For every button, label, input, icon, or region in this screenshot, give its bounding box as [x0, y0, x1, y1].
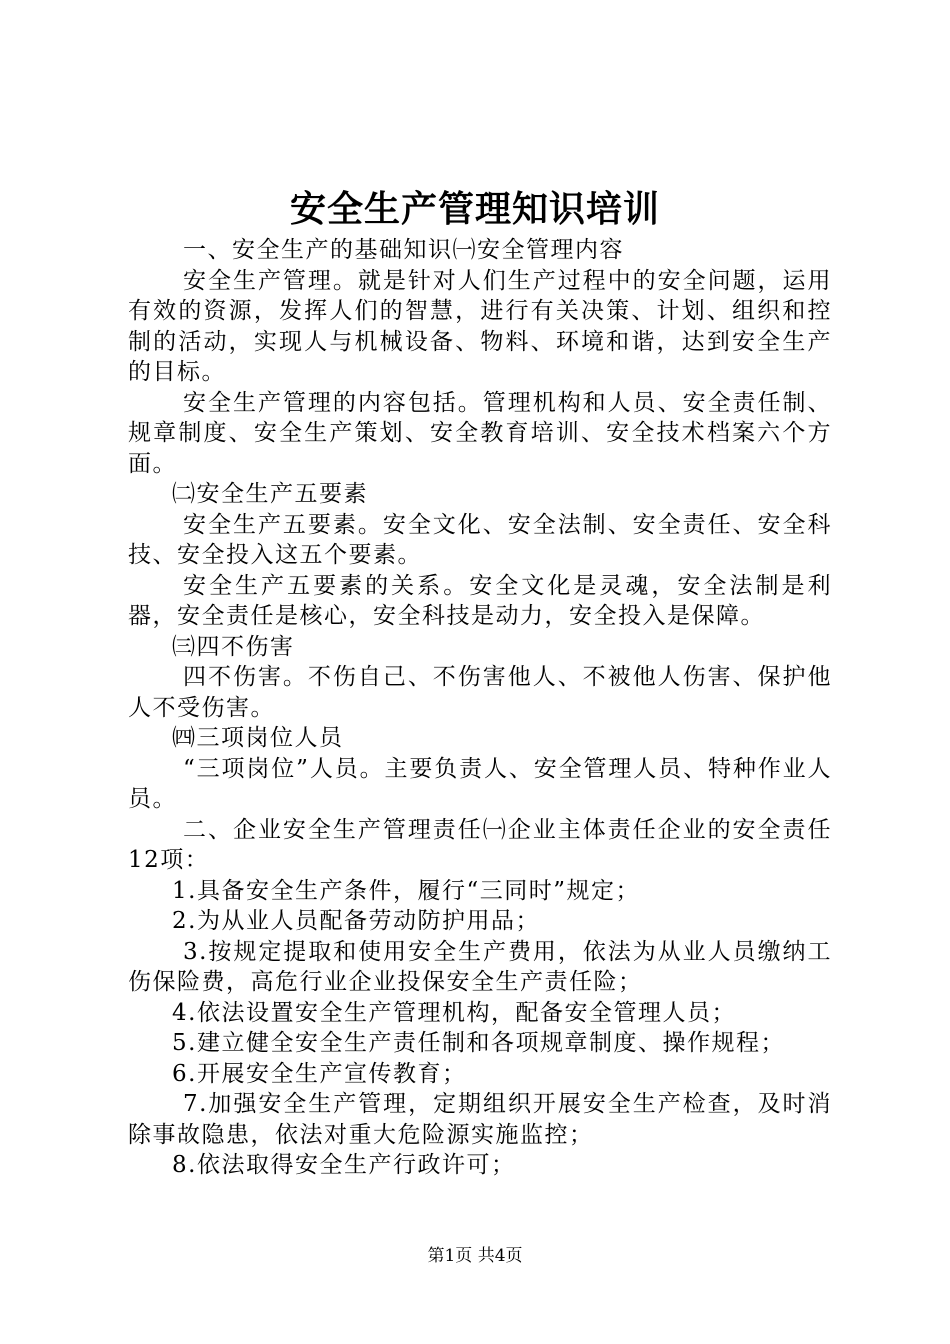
- page-number: 第1页 共4页: [427, 1246, 523, 1266]
- section-heading: 一、安全生产的基础知识㈠安全管理内容: [183, 237, 624, 263]
- subsection-heading: ㈡安全生产五要素: [172, 481, 368, 507]
- list-item: 4.依法设置安全生产管理机构，配备安全管理人员；: [172, 999, 736, 1026]
- paragraph: 安全生产五要素。安全文化、安全法制、安全责任、安全科技、安全投入这五个要素。: [128, 511, 832, 568]
- paragraph: 安全生产五要素的关系。安全文化是灵魂，安全法制是利器，安全责任是核心，安全科技是动力，安全投入是保障。: [128, 572, 832, 629]
- subsection-heading: ㈣三项岗位人员: [172, 725, 344, 751]
- document-body: [128, 235, 832, 1181]
- list-item: 1.具备安全生产条件，履行“三同时”规定；: [172, 877, 640, 904]
- list-item: 8.依法取得安全生产行政许可；: [172, 1152, 516, 1178]
- subsection-heading: ㈢四不伤害: [172, 633, 295, 660]
- section-heading: 二、企业安全生产管理责任㈠企业主体责任企业的安全责任12项：: [128, 816, 832, 873]
- list-item: 5.建立健全安全生产责任制和各项规章制度、操作规程；: [172, 1030, 785, 1056]
- list-item: 2.为从业人员配备劳动防护用品；: [172, 908, 540, 934]
- list-item: 6.开展安全生产宣传教育；: [172, 1060, 467, 1087]
- paragraph: 四不伤害。不伤自己、不伤害他人、不被他人伤害、保护他人不受伤害。: [128, 664, 832, 721]
- paragraph: 安全生产管理的内容包括。管理机构和人员、安全责任制、规章制度、安全生产策划、安全教育培训、安全技术档案六个方面。: [128, 389, 832, 477]
- paragraph: 安全生产管理。就是针对人们生产过程中的安全问题，运用有效的资源，发挥人们的智慧，进行有关决策、计划、组织和控制的活动，实现人与机械设备、物料、环境和谐，达到安全生产的目标。: [128, 267, 832, 385]
- document-title: 安全生产管理知识培训: [289, 188, 660, 230]
- list-item: 7.加强安全生产管理，定期组织开展安全生产检查，及时消除事故隐患，依法对重大危险源实施监控；: [128, 1091, 832, 1148]
- paragraph: “三项岗位”人员。主要负责人、安全管理人员、特种作业人员。: [128, 755, 832, 812]
- list-item: 3.按规定提取和使用安全生产费用，依法为从业人员缴纳工伤保险费，高危行业企业投保安全生产责任险；: [128, 938, 832, 995]
